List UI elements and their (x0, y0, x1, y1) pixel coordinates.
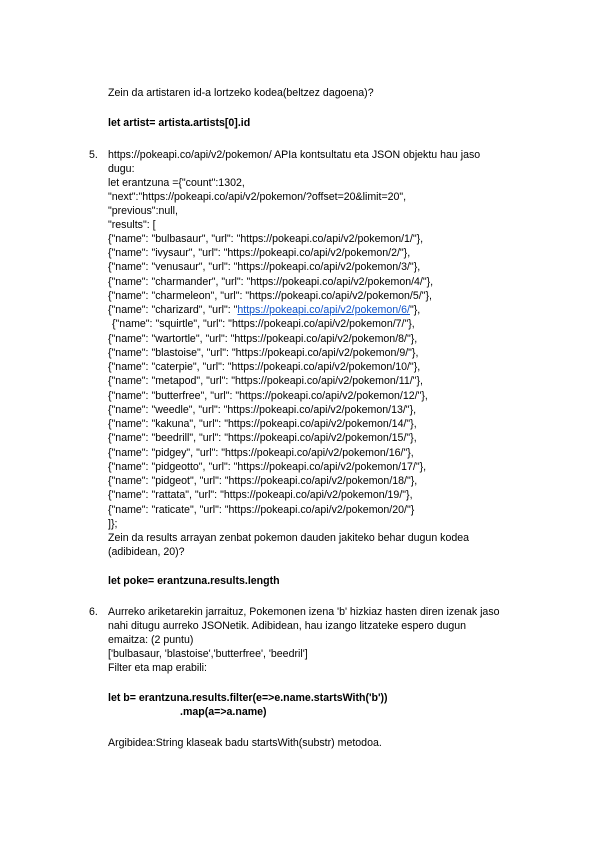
question-text: https://pokeapi.co/api/v2/pokemon/ APIa kontsultatu eta JSON objektu hau jaso (108, 149, 481, 161)
code-line: {"name": "beedrill", "url": "https://pokeapi.co/api/v2/pokemon/15/"}, (108, 432, 417, 444)
code-line: {"name": "raticate", "url": "https://pokeapi.co/api/v2/pokemon/20/"} (108, 504, 415, 516)
code-line: {"name": "caterpie", "url": "https://pokeapi.co/api/v2/pokemon/10/"}, (108, 361, 421, 373)
list-number: 6. (89, 606, 98, 618)
question-text: Filter eta map erabili: (108, 662, 207, 674)
code-line: {"name": "venusaur", "url": "https://pokeapi.co/api/v2/pokemon/3/"}, (108, 261, 421, 273)
code-line: let erantzuna ={"count":1302, (108, 177, 245, 189)
code-line: {"name": "charmander", "url": "https://pokeapi.co/api/v2/pokemon/4/"}, (108, 276, 434, 288)
code-line: {"name": "blastoise", "url": "https://pokeapi.co/api/v2/pokemon/9/"}, (108, 347, 419, 359)
answer-code: let b= erantzuna.results.filter(e=>e.name.startsWith('b')) (108, 692, 388, 704)
code-line: {"name": "squirtle", "url": "https://pokeapi.co/api/v2/pokemon/7/"}, (112, 318, 415, 330)
code-line: {"name": "pidgeot", "url": "https://pokeapi.co/api/v2/pokemon/18/"}, (108, 475, 418, 487)
pokemon-url-link[interactable]: https://pokeapi.co/api/v2/pokemon/6/ (237, 304, 410, 316)
question-text: (adibidean, 20)? (108, 546, 185, 558)
code-line: "previous":null, (108, 205, 178, 217)
code-line: {"name": "charmeleon", "url": "https://pokeapi.co/api/v2/pokemon/5/"}, (108, 290, 432, 302)
code-line: {"name": "pidgey", "url": "https://pokeapi.co/api/v2/pokemon/16/"}, (108, 447, 414, 459)
code-line: "results": [ (108, 219, 156, 231)
list-number: 5. (89, 149, 98, 161)
code-line: ]}; (108, 518, 118, 530)
expected-output: ['bulbasaur, 'blastoise','butterfree', 'beedril'] (108, 648, 308, 660)
code-text: {"name": "charizard", "url": " (108, 304, 238, 316)
code-line (108, 304, 420, 317)
question-text: emaitza: (2 puntu) (108, 634, 194, 646)
question-text: Aurreko ariketarekin jarraituz, Pokemonen izena 'b' hizkiaz hasten diren izenak jaso (108, 606, 500, 618)
answer-code: let artist= artista.artists[0].id (108, 117, 251, 129)
question-text: nahi ditugu aurreko JSONetik. Adibidean, hau izango litzateke espero dugun (108, 620, 467, 632)
question-text: Zein da results arrayan zenbat pokemon dauden jakiteko behar dugun kodea (108, 532, 470, 544)
hint-text: Argibidea:String klaseak badu startsWith(substr) metodoa. (108, 737, 382, 749)
code-text: "}, (409, 304, 421, 316)
answer-code: let poke= erantzuna.results.length (108, 575, 280, 587)
answer-code: .map(a=>a.name) (180, 706, 267, 718)
code-line: {"name": "rattata", "url": "https://pokeapi.co/api/v2/pokemon/19/"}, (108, 489, 413, 501)
code-line: {"name": "metapod", "url": "https://pokeapi.co/api/v2/pokemon/11/"}, (108, 375, 423, 387)
code-line: {"name": "wartortle", "url": "https://pokeapi.co/api/v2/pokemon/8/"}, (108, 333, 418, 345)
code-line: {"name": "ivysaur", "url": "https://pokeapi.co/api/v2/pokemon/2/"}, (108, 247, 411, 259)
question-text: Zein da artistaren id-a lortzeko kodea(beltzez dagoena)? (108, 87, 374, 99)
code-line: {"name": "butterfree", "url": "https://pokeapi.co/api/v2/pokemon/12/"}, (108, 390, 428, 402)
question-text: dugu: (108, 163, 135, 175)
code-line: {"name": "weedle", "url": "https://pokeapi.co/api/v2/pokemon/13/"}, (108, 404, 417, 416)
code-line: {"name": "kakuna", "url": "https://pokeapi.co/api/v2/pokemon/14/"}, (108, 418, 417, 430)
code-line: {"name": "bulbasaur", "url": "https://pokeapi.co/api/v2/pokemon/1/"}, (108, 233, 424, 245)
code-line: {"name": "pidgeotto", "url": "https://pokeapi.co/api/v2/pokemon/17/"}, (108, 461, 427, 473)
code-line: "next":"https://pokeapi.co/api/v2/pokemon/?offset=20&limit=20", (108, 191, 407, 203)
